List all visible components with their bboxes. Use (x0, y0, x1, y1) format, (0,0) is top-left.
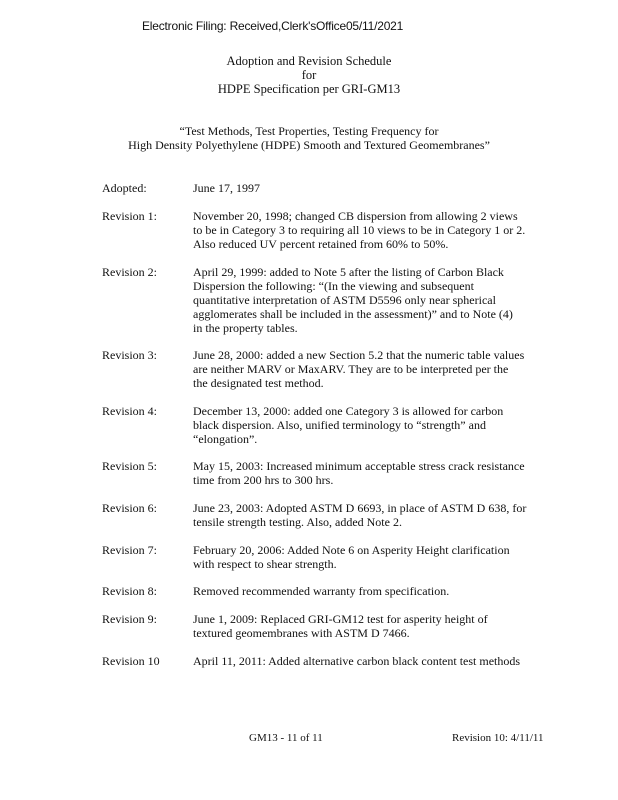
title-line-2: for (301, 68, 317, 82)
entry-text (193, 459, 553, 487)
entry-text (193, 501, 553, 529)
entry-line: April 29, 1999: added to Note 5 after the listing of Carbon Black (193, 265, 504, 279)
subtitle-line-2: High Density Polyethylene (HDPE) Smooth and Textured Geomembranes” (128, 138, 490, 152)
entry-label: Revision 7: (102, 543, 158, 557)
footer-page-number: GM13 - 11 of 11 (249, 732, 323, 744)
entry-label: Revision 1: (102, 209, 158, 223)
entry-line: the designated test method. (193, 376, 324, 390)
subtitle-line-1: “Test Methods, Test Properties, Testing Frequency for (179, 124, 439, 138)
entry-line: June 1, 2009: Replaced GRI-GM12 test for asperity height of (193, 612, 488, 626)
filing-stamp: Electronic Filing: Received,Clerk'sOffice05/11/2021 (142, 19, 404, 33)
entry-line: in the property tables. (193, 321, 298, 335)
entry-label: Revision 3: (102, 348, 158, 362)
entry-text (193, 404, 553, 446)
entry-label: Revision 5: (102, 459, 158, 473)
entry-label: Revision 8: (102, 584, 158, 598)
entry-line: are neither MARV or MaxARV. They are to be interpreted per the (193, 362, 509, 376)
entry-line: February 20, 2006: Added Note 6 on Asperity Height clarification (193, 543, 510, 557)
document-title (0, 54, 618, 96)
title-line-3: HDPE Specification per GRI-GM13 (217, 82, 401, 96)
entry-line: time from 200 hrs to 300 hrs. (193, 473, 334, 487)
entry-text (193, 612, 553, 640)
entry-line: to be in Category 3 to requiring all 10 views to be in Category 1 or 2. (193, 223, 526, 237)
entry-label: Revision 10 (102, 654, 160, 668)
title-line-1: Adoption and Revision Schedule (226, 54, 392, 68)
entry-line: quantitative interpretation of ASTM D5596 only near spherical (193, 293, 496, 307)
entry-text (193, 348, 553, 390)
entry-line: agglomerates shall be included in the assessment)” and to Note (4) (193, 307, 513, 321)
entry-line: November 20, 1998; changed CB dispersion from allowing 2 views (193, 209, 518, 223)
entry-line: April 11, 2011: Added alternative carbon black content test methods (193, 654, 521, 668)
entry-line: June 28, 2000: added a new Section 5.2 that the numeric table values (193, 348, 525, 362)
footer-revision: Revision 10: 4/11/11 (452, 732, 544, 744)
entry-line: textured geomembranes with ASTM D 7466. (193, 626, 410, 640)
entry-label: Revision 9: (102, 612, 158, 626)
entry-line: Removed recommended warranty from specification. (193, 584, 450, 598)
entry-text (193, 543, 553, 571)
entry-line: December 13, 2000: added one Category 3 is allowed for carbon (193, 404, 504, 418)
entry-label: Revision 6: (102, 501, 158, 515)
entry-label: Revision 2: (102, 265, 158, 279)
entry-label: Adopted: (102, 181, 147, 195)
entry-label: Revision 4: (102, 404, 158, 418)
entry-line: Dispersion the following: “(In the viewing and subsequent (193, 279, 474, 293)
entry-text (193, 654, 553, 668)
entry-line: June 17, 1997 (193, 181, 260, 195)
entry-line: with respect to shear strength. (193, 557, 337, 571)
entry-text (193, 584, 553, 598)
entry-text (193, 209, 553, 251)
entry-line: black dispersion. Also, unified terminology to “strength” and (193, 418, 486, 432)
entry-text (193, 181, 553, 195)
entry-line: tensile strength testing. Also, added Note 2. (193, 515, 402, 529)
document-subtitle (0, 124, 618, 152)
entry-line: June 23, 2003: Adopted ASTM D 6693, in place of ASTM D 638, for (193, 501, 527, 515)
entry-line: “elongation”. (193, 432, 258, 446)
entry-text (193, 265, 553, 335)
entry-line: Also reduced UV percent retained from 60% to 50%. (193, 237, 449, 251)
entry-line: May 15, 2003: Increased minimum acceptable stress crack resistance (193, 459, 525, 473)
